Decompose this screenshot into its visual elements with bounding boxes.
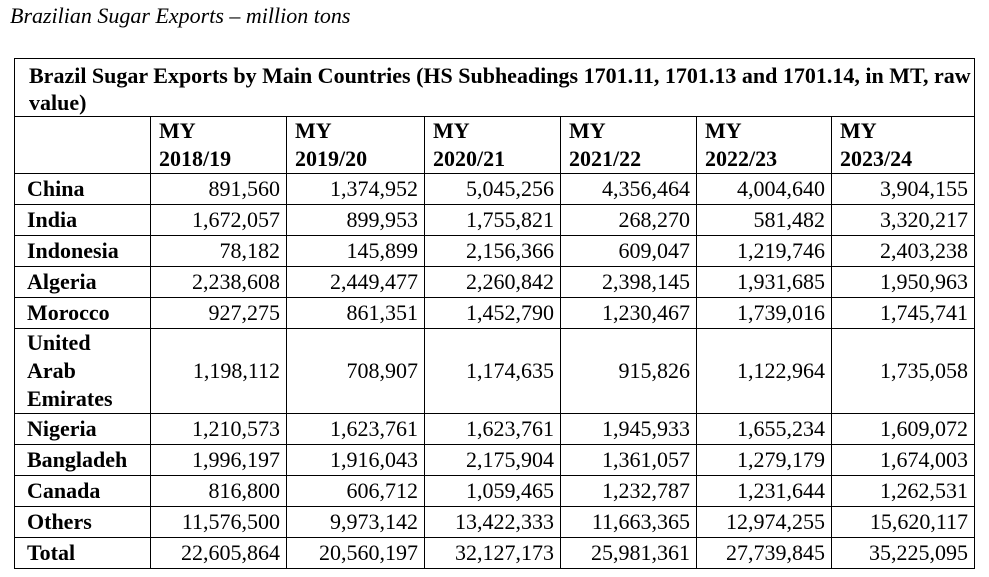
value-cell: 1,735,058	[832, 329, 975, 414]
value-cell: 708,907	[287, 329, 425, 414]
value-cell: 927,275	[151, 298, 287, 329]
value-cell: 1,996,197	[151, 445, 287, 476]
value-cell: 1,059,465	[425, 476, 561, 507]
country-line: United	[27, 330, 91, 355]
table-header-row	[15, 117, 975, 174]
header-line1: MY	[295, 118, 332, 143]
value-cell: 268,270	[561, 205, 697, 236]
value-cell: 2,175,904	[425, 445, 561, 476]
value-cell: 1,755,821	[425, 205, 561, 236]
value-cell: 13,422,333	[425, 507, 561, 538]
table-row	[15, 476, 975, 507]
value-cell: 861,351	[287, 298, 425, 329]
table-row	[15, 445, 975, 476]
value-cell: 899,953	[287, 205, 425, 236]
table-row	[15, 329, 975, 414]
value-cell: 1,739,016	[697, 298, 832, 329]
value-cell: 1,374,952	[287, 174, 425, 205]
value-cell: 1,950,963	[832, 267, 975, 298]
header-line1: MY	[433, 118, 470, 143]
value-cell: 1,198,112	[151, 329, 287, 414]
value-cell: 2,449,477	[287, 267, 425, 298]
value-cell: 1,452,790	[425, 298, 561, 329]
country-line: Emirates	[27, 386, 113, 411]
value-cell: 4,356,464	[561, 174, 697, 205]
value-cell: 35,225,095	[832, 538, 975, 569]
value-cell: 581,482	[697, 205, 832, 236]
header-empty-cell	[15, 117, 151, 174]
value-cell: 2,238,608	[151, 267, 287, 298]
value-cell: 32,127,173	[425, 538, 561, 569]
value-cell: 11,576,500	[151, 507, 287, 538]
sugar-exports-table	[14, 58, 975, 569]
column-header	[697, 117, 832, 174]
value-cell: 78,182	[151, 236, 287, 267]
header-line1: MY	[840, 118, 877, 143]
table-body	[15, 174, 975, 569]
value-cell: 606,712	[287, 476, 425, 507]
document-caption: Brazilian Sugar Exports – million tons	[10, 3, 351, 28]
table-title-row	[15, 59, 975, 117]
value-cell: 12,974,255	[697, 507, 832, 538]
country-cell: Others	[15, 507, 151, 538]
value-cell: 1,174,635	[425, 329, 561, 414]
value-cell: 1,122,964	[697, 329, 832, 414]
value-cell: 1,745,741	[832, 298, 975, 329]
country-cell: Nigeria	[15, 414, 151, 445]
table-row	[15, 298, 975, 329]
value-cell: 891,560	[151, 174, 287, 205]
value-cell: 1,262,531	[832, 476, 975, 507]
country-cell: Morocco	[15, 298, 151, 329]
header-line1: MY	[159, 118, 196, 143]
value-cell: 2,398,145	[561, 267, 697, 298]
country-cell: China	[15, 174, 151, 205]
value-cell: 3,904,155	[832, 174, 975, 205]
value-cell: 20,560,197	[287, 538, 425, 569]
value-cell: 5,045,256	[425, 174, 561, 205]
value-cell: 1,230,467	[561, 298, 697, 329]
value-cell: 1,674,003	[832, 445, 975, 476]
header-line2: 2018/19	[159, 146, 232, 171]
value-cell: 27,739,845	[697, 538, 832, 569]
value-cell: 145,899	[287, 236, 425, 267]
header-line2: 2021/22	[569, 146, 642, 171]
column-header	[832, 117, 975, 174]
country-line: Arab	[27, 358, 76, 383]
table-title: Brazil Sugar Exports by Main Countries (HS Subheadings 1701.11, 1701.13 and 1701.14, in MT, raw value)	[15, 59, 975, 117]
value-cell: 1,232,787	[561, 476, 697, 507]
header-line1: MY	[705, 118, 742, 143]
column-header	[425, 117, 561, 174]
table-row	[15, 414, 975, 445]
country-cell: Indonesia	[15, 236, 151, 267]
value-cell: 1,655,234	[697, 414, 832, 445]
table-row	[15, 507, 975, 538]
value-cell: 1,623,761	[425, 414, 561, 445]
value-cell: 1,279,179	[697, 445, 832, 476]
value-cell: 1,931,685	[697, 267, 832, 298]
header-line1: MY	[569, 118, 606, 143]
country-cell: India	[15, 205, 151, 236]
value-cell: 1,672,057	[151, 205, 287, 236]
country-cell	[15, 329, 151, 414]
value-cell: 4,004,640	[697, 174, 832, 205]
value-cell: 1,623,761	[287, 414, 425, 445]
value-cell: 1,361,057	[561, 445, 697, 476]
value-cell: 1,231,644	[697, 476, 832, 507]
header-line2: 2020/21	[433, 146, 506, 171]
value-cell: 915,826	[561, 329, 697, 414]
value-cell: 1,219,746	[697, 236, 832, 267]
country-cell: Total	[15, 538, 151, 569]
header-line2: 2019/20	[295, 146, 368, 171]
value-cell: 2,156,366	[425, 236, 561, 267]
value-cell: 15,620,117	[832, 507, 975, 538]
value-cell: 25,981,361	[561, 538, 697, 569]
column-header	[151, 117, 287, 174]
column-header	[561, 117, 697, 174]
table-row	[15, 538, 975, 569]
value-cell: 22,605,864	[151, 538, 287, 569]
country-cell: Bangladeh	[15, 445, 151, 476]
column-header	[287, 117, 425, 174]
value-cell: 609,047	[561, 236, 697, 267]
table-row	[15, 267, 975, 298]
value-cell: 11,663,365	[561, 507, 697, 538]
value-cell: 1,609,072	[832, 414, 975, 445]
value-cell: 1,210,573	[151, 414, 287, 445]
country-cell: Algeria	[15, 267, 151, 298]
value-cell: 2,260,842	[425, 267, 561, 298]
value-cell: 9,973,142	[287, 507, 425, 538]
value-cell: 1,945,933	[561, 414, 697, 445]
table-row	[15, 236, 975, 267]
value-cell: 816,800	[151, 476, 287, 507]
table-row	[15, 205, 975, 236]
country-cell: Canada	[15, 476, 151, 507]
value-cell: 3,320,217	[832, 205, 975, 236]
header-line2: 2022/23	[705, 146, 778, 171]
table-row	[15, 174, 975, 205]
value-cell: 2,403,238	[832, 236, 975, 267]
value-cell: 1,916,043	[287, 445, 425, 476]
header-line2: 2023/24	[840, 146, 913, 171]
